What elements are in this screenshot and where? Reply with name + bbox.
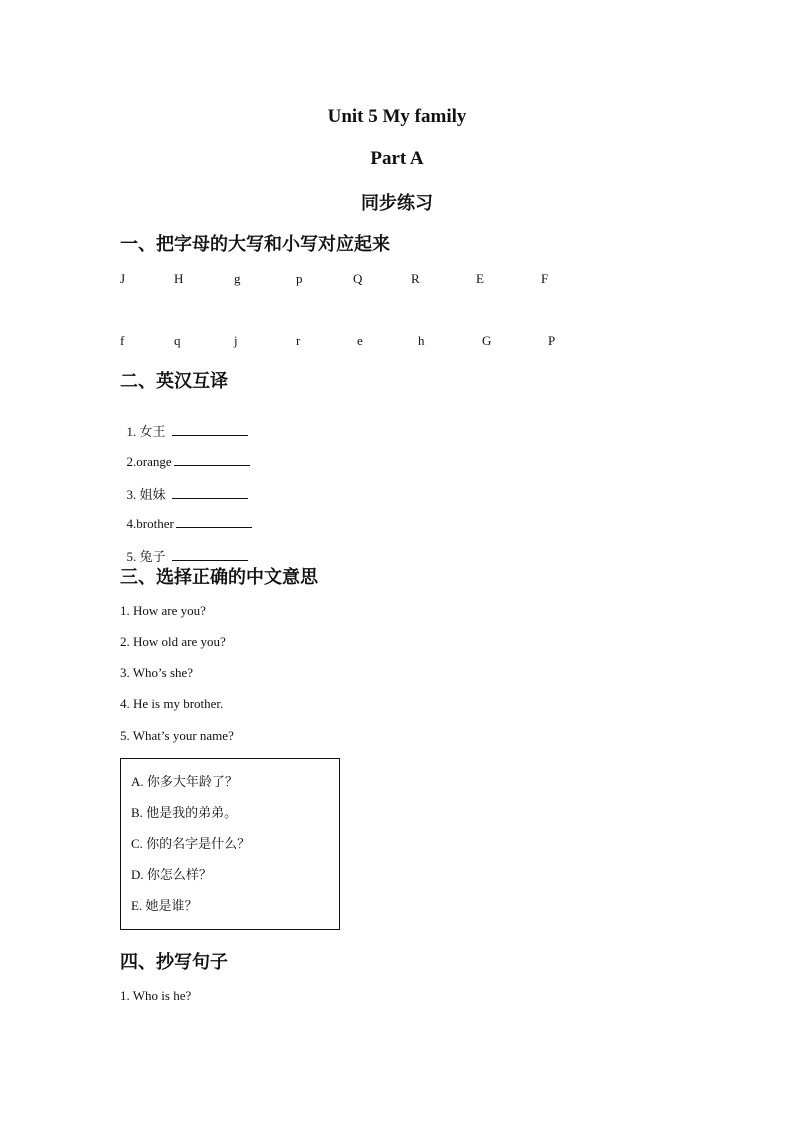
item-number: 1. [126,424,137,439]
item-text: 女王 [139,425,166,440]
answer-blank[interactable] [172,486,248,499]
answer-blank[interactable] [172,548,248,561]
option-text: 他是我的弟弟。 [146,806,238,821]
option-letter: E. [131,898,143,913]
option-item [131,802,237,821]
answer-blank[interactable] [174,453,250,466]
answer-blank[interactable] [176,515,252,528]
answer-blank[interactable] [172,423,248,436]
item-number: 2. [126,454,137,469]
translation-item [120,530,248,565]
option-text: 她是谁？ [145,899,198,914]
page-heading: 同步练习 [361,193,433,214]
question-item: 2. How old are you? [120,634,226,649]
section1-heading: 一、把字母的大写和小写对应起来 [120,234,390,255]
lower-letter: e [357,333,363,348]
option-text: 你的名字是什么？ [146,837,251,852]
item-text: orange [136,454,172,469]
section3-heading: 三、选择正确的中文意思 [120,567,318,588]
section4-heading: 四、抄写句子 [120,952,228,973]
upper-letter: p [296,271,303,286]
lower-letter: j [234,333,238,348]
upper-letter: F [541,271,549,286]
option-letter: B. [131,805,143,820]
question-item: 1. How are you? [120,603,206,618]
lower-letter: h [418,333,425,348]
option-text: 你怎么样？ [146,868,212,883]
lower-letter: P [548,333,556,348]
options-box [120,758,340,930]
question-item: 3. Who’s she? [120,665,194,680]
lower-letter: G [482,333,492,348]
item-text: brother [136,516,174,531]
option-item [131,833,250,852]
lower-letter: r [296,333,301,348]
item-number: 4. [126,516,137,531]
option-item [131,771,238,790]
translation-item [120,405,248,440]
question-item: 5. What’s your name? [120,728,234,743]
copy-item: 1. Who is he? [120,988,192,1003]
upper-letter: J [120,271,126,286]
upper-letter: g [234,271,241,286]
item-number: 5. [126,549,137,564]
item-text: 姐妹 [139,488,166,503]
item-number: 3. [126,487,137,502]
page-subtitle: Part A [370,148,424,169]
lower-letter: q [174,333,181,348]
lower-letter: f [120,333,125,348]
question-item: 4. He is my brother. [120,696,224,711]
option-text: 你多大年龄了？ [146,775,238,790]
section2-heading: 二、英汉互译 [120,371,228,392]
translation-item [120,468,248,503]
translation-item [120,499,252,532]
option-letter: D. [131,867,144,882]
option-item [131,895,197,914]
upper-letter: Q [353,271,363,286]
upper-letter: H [174,271,184,286]
upper-letter: R [411,271,420,286]
option-letter: C. [131,836,143,851]
option-item [131,864,212,883]
translation-item [120,437,250,470]
upper-letter: E [476,271,484,286]
page-title: Unit 5 My family [327,106,467,127]
item-text: 兔子 [139,550,166,565]
option-letter: A. [131,774,144,789]
